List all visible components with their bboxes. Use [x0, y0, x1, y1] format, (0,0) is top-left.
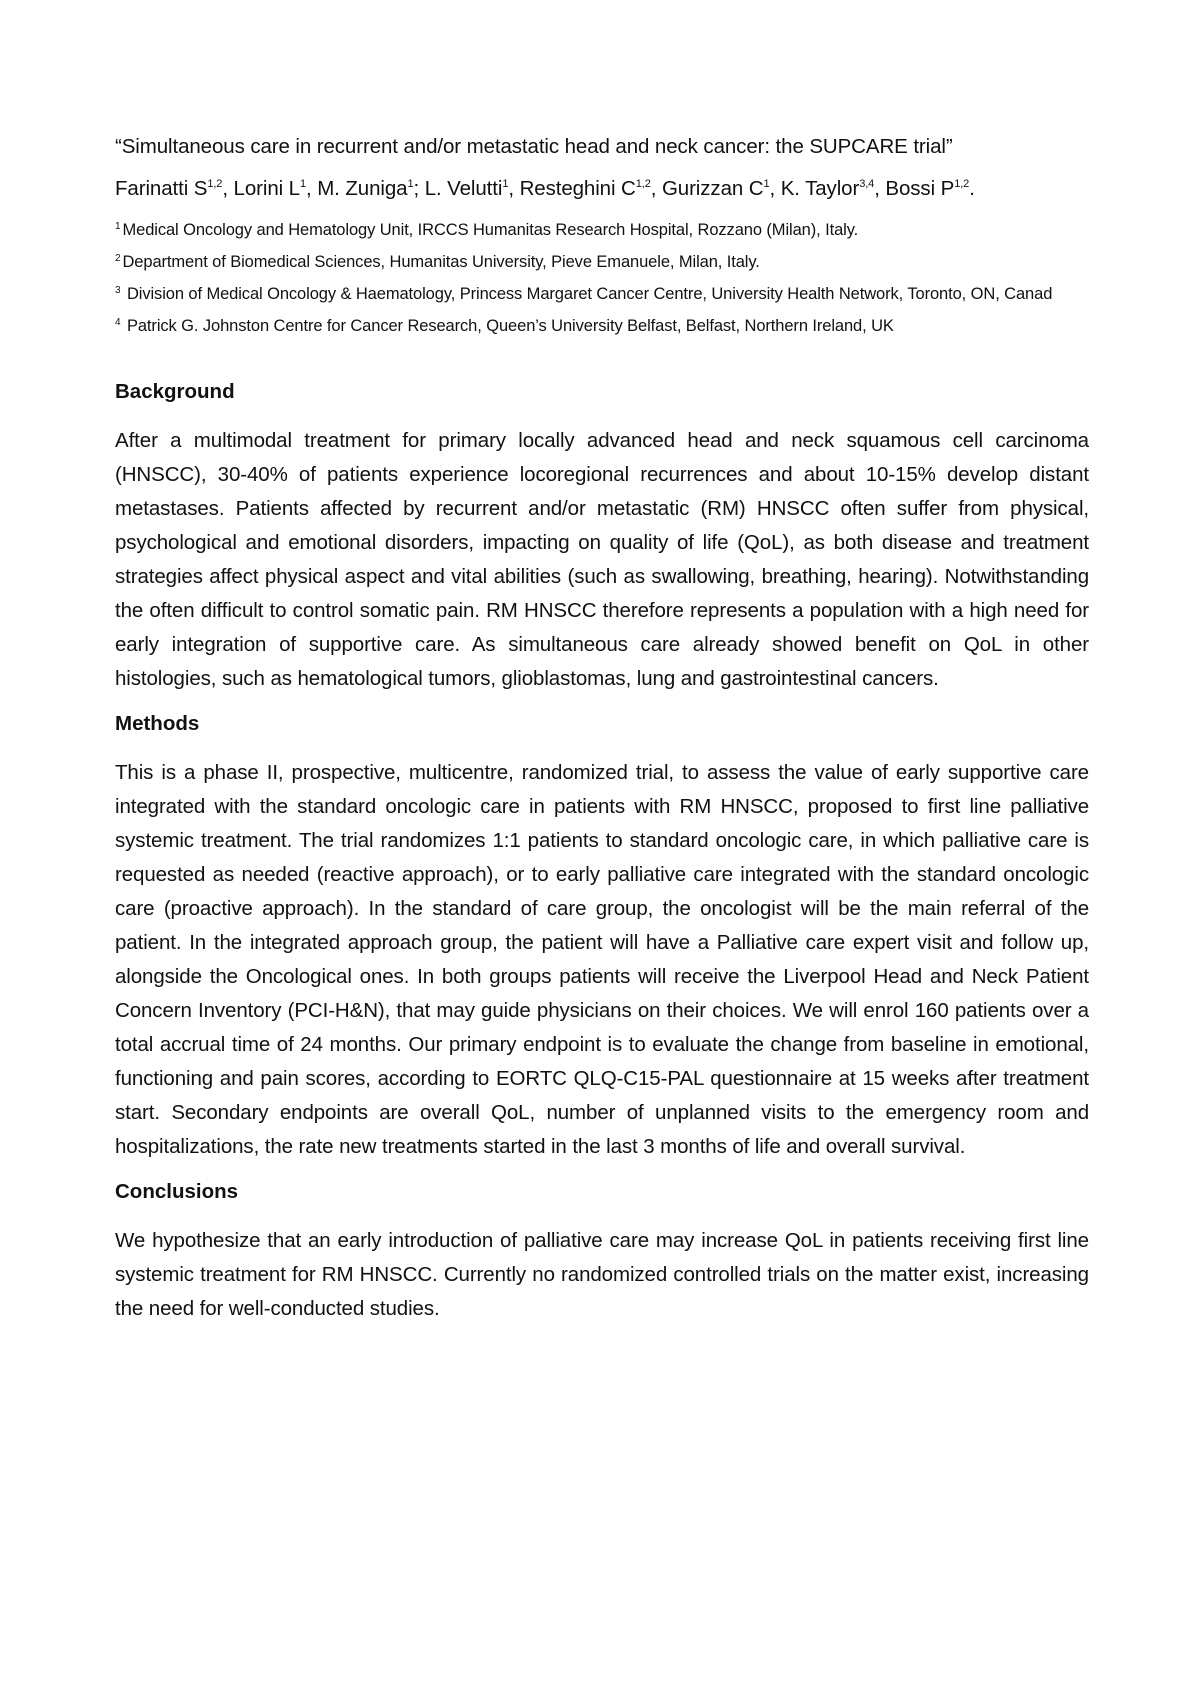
section-body-conclusions: We hypothesize that an early introduction of palliative care may increase QoL in patients receiving first line systemic treatment for RM HNSCC. Currently no randomized controlled trials on the matter exist, increasing the need for well-conducted studies.	[115, 1229, 1089, 1320]
affiliation: $^2$ Department of Biomedical Sciences, Humanitas University, Pieve Emanuele, Milan, Italy.	[115, 252, 760, 271]
section-body-methods: This is a phase II, prospective, multicentre, randomized trial, to assess the value of early supportive care integrated with the standard oncologic care in patients with RM HNSCC, proposed to first line palliative systemic treatment. The trial randomizes 1:1 patients to standard oncologic care, in which palliative care is requested as needed (reactive approach), or to early palliative care integrated with the standard oncologic care (proactive approach). In the standard of care group, the oncologist will be the main referral of the patient. In the integrated approach group, the patient will have a Palliative care expert visit and follow up, alongside the Oncological ones. In both groups patients will receive the Liverpool Head and Neck Patient Concern Inventory (PCI-H&N), that may guide physicians on their choices. We will enrol 160 patients over a total accrual time of 24 months. Our primary endpoint is to evaluate the change from baseline in emotional, functioning and pain scores, according to EORTC QLQ-C15-PAL questionnaire at 15 weeks after treatment start. Secondary endpoints are overall QoL, number of unplanned visits to the emergency room and hospitalizations, the rate new treatments started in the last 3 months of life and overall survival.	[115, 761, 1089, 1158]
author: Farinatti S$^{1,2}$,	[115, 177, 234, 200]
section-heading-conclusions: Conclusions	[115, 1180, 239, 1203]
affiliation: $^3$ Division of Medical Oncology & Haematology, Princess Margaret Cancer Centre, University Health Network, Toronto, ON, Canad	[115, 284, 1053, 303]
document-page	[115, 132, 1089, 1339]
author-list	[115, 174, 1089, 204]
section-heading-background: Background	[115, 380, 235, 403]
author: Resteghini C$^{1,2}$,	[519, 177, 662, 200]
author: Lorini $L^1$,	[233, 177, 318, 200]
author: M. Zuniga$^1$;	[317, 177, 425, 200]
affiliation: $^4$ Patrick G. Johnston Centre for Cancer Research, Queen’s University Belfast, Belfast, Northern Ireland, UK	[115, 316, 894, 335]
section-heading-methods: Methods	[115, 712, 200, 735]
author: Bossi P$^{1,2}$.	[885, 177, 975, 200]
document-title: “Simultaneous care in recurrent and/or metastatic head and neck cancer: the SUPCARE trial”	[115, 135, 953, 158]
section-body-background: After a multimodal treatment for primary locally advanced head and neck squamous cell carcinoma (HNSCC), 30-40% of patients experience locoregional recurrences and about 10-15% develop distant metastases. Patients affected by recurrent and/or metastatic (RM) HNSCC often suffer from physical, psychological and emotional disorders, impacting on quality of life (QoL), as both disease and treatment strategies affect physical aspect and vital abilities (such as swallowing, breathing, hearing). Notwithstanding the often difficult to control somatic pain. RM HNSCC therefore represents a population with a high need for early integration of supportive care. As simultaneous care already showed benefit on QoL in other histologies, such as hematological tumors, glioblastomas, lung and gastrointestinal cancers.	[115, 429, 1089, 690]
affiliation: $^1$ Medical Oncology and Hematology Unit, IRCCS Humanitas Research Hospital, Rozzano (Milan), Italy.	[115, 220, 859, 239]
author: Gurizzan $C^1$,	[661, 177, 781, 200]
author: L. Velutti$^1$,	[424, 177, 520, 200]
author: K. Taylor$^{3,4}$,	[780, 177, 886, 200]
